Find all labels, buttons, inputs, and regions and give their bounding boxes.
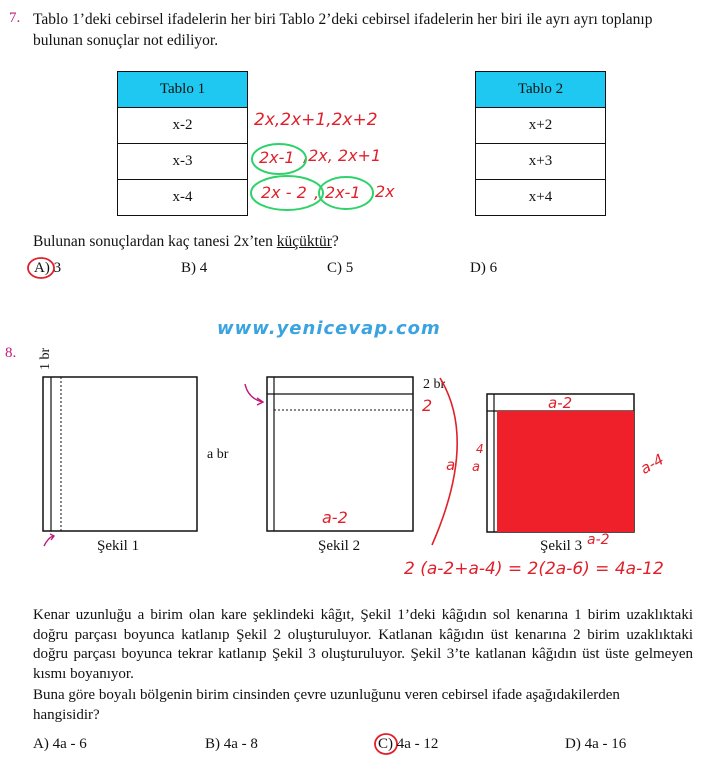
q7-circle-row3b bbox=[319, 177, 373, 209]
q8-label-abr: a br bbox=[207, 447, 229, 462]
q8-note-fig3-right: a-4 bbox=[637, 450, 668, 478]
q7-circle-row3a bbox=[251, 176, 323, 210]
q7-question-suffix: ? bbox=[331, 233, 339, 250]
q8-note-fig2-bottom: a-2 bbox=[322, 508, 348, 527]
q8-note-fig3-left: 4 bbox=[476, 442, 484, 456]
q7-option-d[interactable]: D) 6 bbox=[470, 260, 498, 276]
q7-question-underlined: küçüktür bbox=[276, 233, 332, 250]
table-2-row-1: x+2 bbox=[476, 108, 606, 144]
q8-option-b[interactable]: B) 4a - 8 bbox=[205, 736, 258, 752]
caption-sekil-2: Şekil 2 bbox=[318, 538, 361, 554]
q7-note-row3d: 2x bbox=[375, 182, 395, 201]
q8-option-d[interactable]: D) 4a - 16 bbox=[565, 736, 627, 752]
figure-1 bbox=[43, 377, 197, 546]
q8-note-fig3-left2: a bbox=[472, 460, 480, 475]
q8-note-fig3-top: a-2 bbox=[548, 394, 573, 412]
q8-note-fig2-side: 2 bbox=[422, 396, 433, 415]
q7-option-c[interactable]: C) 5 bbox=[327, 260, 354, 276]
q7-number: 7. bbox=[9, 10, 21, 26]
q8-label-2br: 2 br bbox=[423, 377, 446, 392]
q8-note-fig2-arc: a bbox=[446, 456, 456, 474]
q7-note-row2a: 2x-1 bbox=[259, 148, 295, 167]
q8-question-line1: Buna göre boyalı bölgenin birim cinsinden çevre uzunluğunu veren cebirsel ifade aşağıdakilerden bbox=[33, 687, 620, 703]
q8-question bbox=[33, 686, 693, 725]
caption-sekil-3: Şekil 3 bbox=[540, 538, 583, 554]
table-2-header: Tablo 2 bbox=[476, 72, 606, 108]
table-1-header: Tablo 1 bbox=[118, 72, 248, 108]
q7-note-row1: 2x,2x+1,2x+2 bbox=[254, 110, 378, 130]
q7-option-a[interactable]: A) 3 bbox=[34, 260, 62, 276]
q7-option-b[interactable]: B) 4 bbox=[181, 260, 208, 276]
table-2-row-3: x+4 bbox=[476, 180, 606, 216]
table-1-row-2: x-3 bbox=[118, 144, 248, 180]
table-1-row-3: x-4 bbox=[118, 180, 248, 216]
q8-note-fig3-bottom: a-2 bbox=[587, 532, 610, 548]
q7-note-row3b: , bbox=[314, 183, 320, 202]
watermark: www.yenicevap.com bbox=[217, 318, 441, 339]
table-2-row-2: x+3 bbox=[476, 144, 606, 180]
figure-3 bbox=[487, 394, 634, 532]
q8-option-c[interactable]: C) 4a - 12 bbox=[378, 736, 439, 752]
q7-question-prefix: Bulunan sonuçlardan kaç tanesi 2x’ten bbox=[33, 233, 277, 250]
q8-label-1br: 1 br bbox=[38, 347, 53, 370]
q7-text-line1: Tablo 1’deki cebirsel ifadelerin her biri Tablo 2’deki cebirsel ifadelerin her biri ile ayrı ayrı toplanıp bbox=[33, 11, 653, 28]
q8-paragraph: Kenar uzunluğu a birim olan kare şeklindeki kâğıt, Şekil 1’deki kâğıdın sol kenarına 1 birim uzaklıktaki doğru parçası boyunca katlanıp Şekil 2 oluşturuluyor. Katlanan kâğıdın üst kenarına 2 birim uzaklıktaki doğru parçası boyunca tekrar katlanıp Şekil 3 oluşturuluyor. Şekil 3’te katlanan kâğıdın üst üste gelmeyen kısmı boyanıyor. bbox=[33, 607, 693, 682]
q7-circle-row2 bbox=[252, 144, 306, 174]
shaded-region bbox=[497, 411, 634, 532]
q8-question-line2: hangisidir? bbox=[33, 706, 100, 723]
q7-circle-answer bbox=[28, 258, 54, 278]
q7-note-row3a: 2x - 2 bbox=[261, 183, 307, 202]
table-1-row-1: x-2 bbox=[118, 108, 248, 144]
caption-sekil-1: Şekil 1 bbox=[97, 538, 140, 554]
q7-note-row3c: 2x-1 bbox=[325, 183, 361, 202]
q8-number: 8. bbox=[5, 345, 17, 361]
q7-text-line2: bulunan sonuçlar not ediliyor. bbox=[33, 32, 219, 49]
q8-note-equation: 2 (a-2+a-4) = 2(2a-6) = 4a-12 bbox=[404, 559, 664, 579]
q7-note-row2b: ,2x, 2x+1 bbox=[303, 146, 382, 165]
q8-option-a[interactable]: A) 4a - 6 bbox=[33, 736, 87, 752]
